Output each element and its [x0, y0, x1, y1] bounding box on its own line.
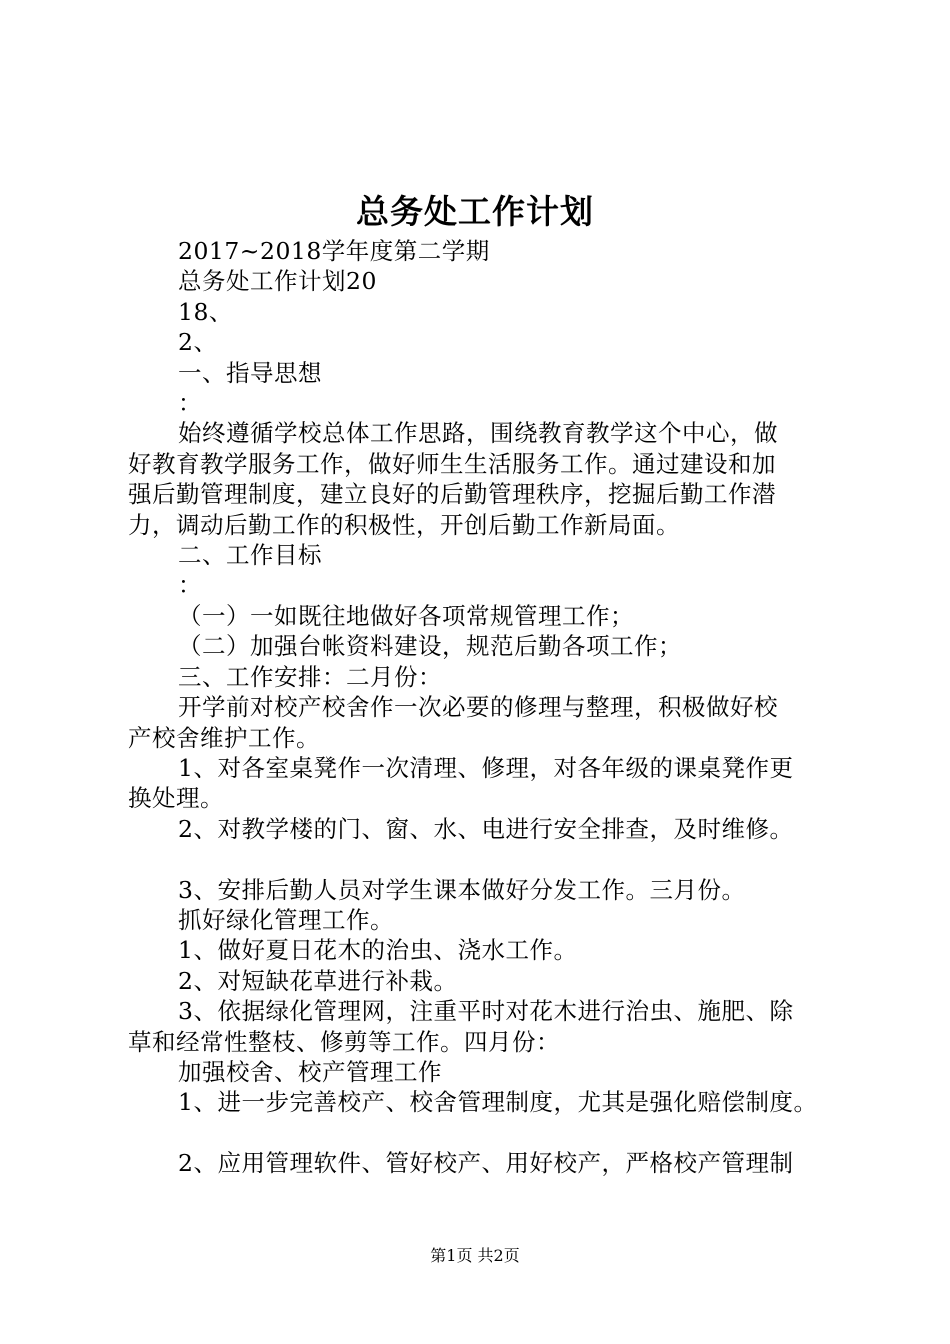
list-item: 1、进一步完善校产、校舍管理制度，尤其是强化赔偿制度。	[178, 1088, 818, 1117]
document-title: 总务处工作计划	[356, 192, 594, 231]
paragraph-line: 力，调动后勤工作的积极性，开创后勤工作新局面。	[128, 510, 680, 539]
list-item: 3、安排后勤人员对学生课本做好分发工作。三月份。	[178, 875, 746, 904]
list-item: 2、应用管理软件、管好校产、用好校产，严格校产管理制	[178, 1149, 794, 1178]
list-item: 1、做好夏日花木的治虫、浇水工作。	[178, 936, 578, 965]
paragraph-line: 产校舍维护工作。	[128, 723, 320, 752]
paragraph-line: 开学前对校产校舍作一次必要的修理与整理，积极做好校	[178, 693, 778, 722]
spacer	[128, 1118, 832, 1148]
paragraph-line: 抓好绿化管理工作。	[178, 905, 394, 934]
section-heading: 三、工作安排：二月份：	[178, 662, 442, 691]
text-line: ：	[178, 571, 202, 600]
list-item: 2、对教学楼的门、窗、水、电进行安全排查，及时维修。	[178, 814, 794, 843]
list-item: 1、对各室桌凳作一次清理、修理，对各年级的课桌凳作更	[178, 753, 794, 782]
paragraph-line: 强后勤管理制度，建立良好的后勤管理秩序，挖掘后勤工作潜	[128, 480, 776, 509]
list-item: 草和经常性整枝、修剪等工作。四月份：	[128, 1027, 560, 1056]
text-line: 总务处工作计划20	[178, 267, 377, 296]
section-heading: 二、工作目标	[178, 541, 322, 570]
document-body	[128, 236, 832, 1179]
text-line: 18、	[178, 297, 233, 326]
list-item: 2、对短缺花草进行补栽。	[178, 966, 458, 995]
paragraph-line: 始终遵循学校总体工作思路，围绕教育教学这个中心，做	[178, 419, 778, 448]
paragraph-line: 加强校舍、校产管理工作	[178, 1057, 442, 1086]
text-line: ：	[178, 389, 202, 418]
paragraph-line: 好教育教学服务工作，做好师生生活服务工作。通过建设和加	[128, 449, 776, 478]
spacer	[128, 844, 832, 874]
text-line: 2、	[178, 328, 218, 357]
list-item: 3、依据绿化管理网，注重平时对花木进行治虫、施肥、除	[178, 997, 794, 1026]
list-item: （一）一如既往地做好各项常规管理工作；	[178, 601, 634, 630]
page-number: 第1页 共2页	[430, 1246, 520, 1265]
text-line: 2017~2018学年度第二学期	[178, 237, 490, 265]
list-item: （二）加强台帐资料建设，规范后勤各项工作；	[178, 632, 682, 661]
list-item: 换处理。	[128, 784, 224, 813]
section-heading: 一、指导思想	[178, 358, 322, 387]
